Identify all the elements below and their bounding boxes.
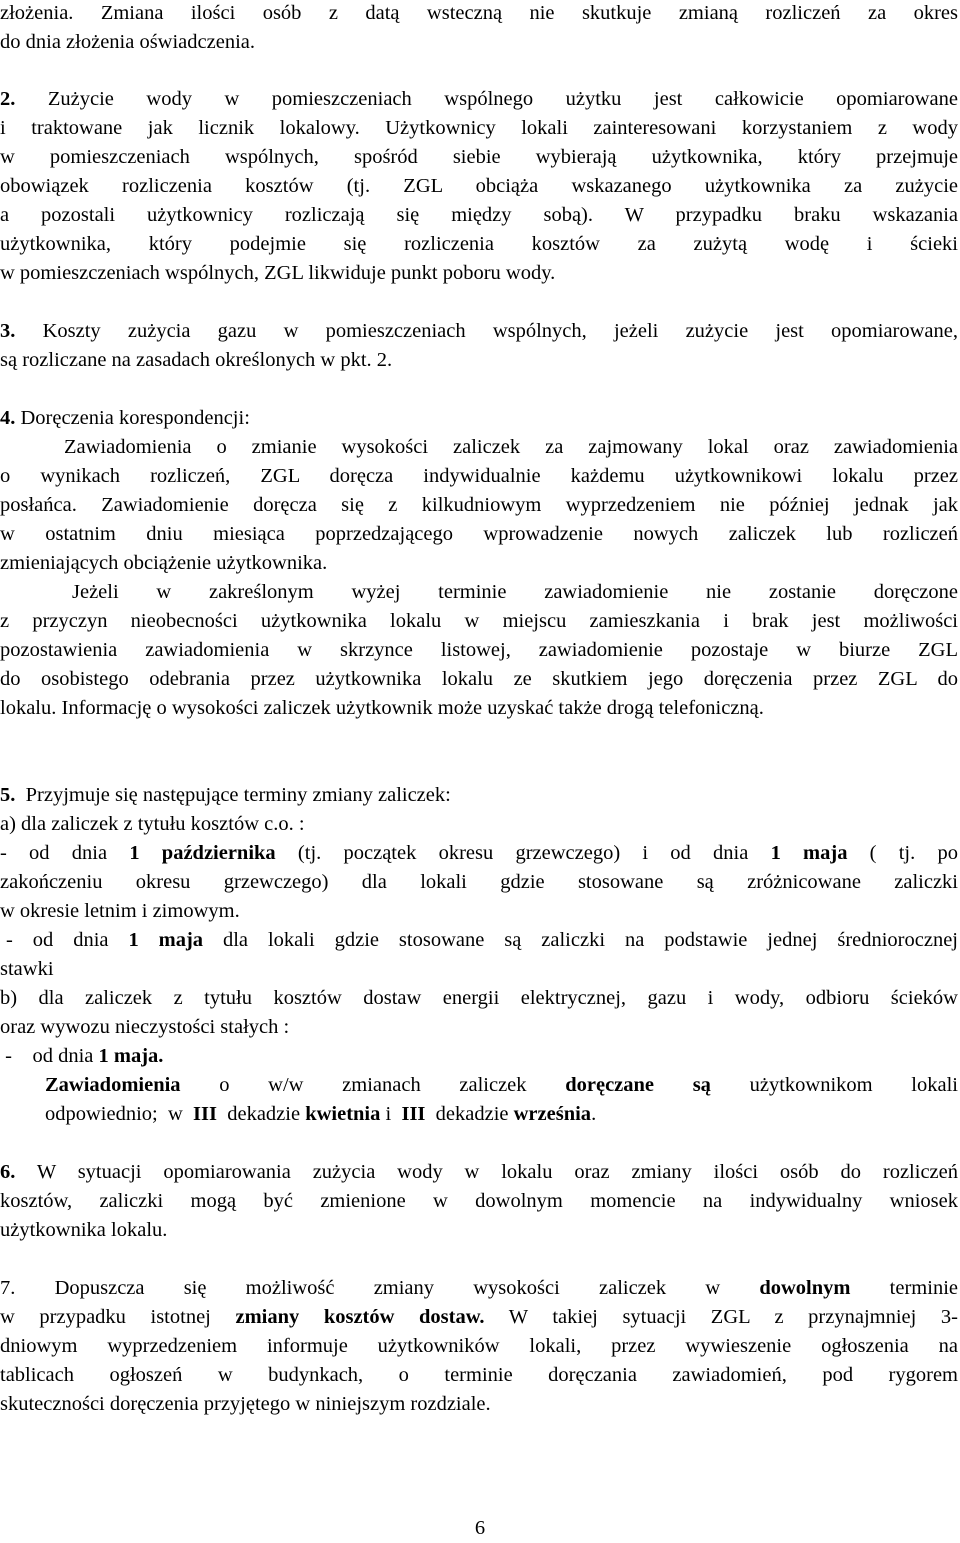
bold-text: III <box>401 1103 426 1125</box>
text-run: (tj. początek okresu grzewczego) i od dnia <box>275 842 771 864</box>
text-line <box>0 1015 958 1039</box>
text-run: terminie <box>850 1277 958 1299</box>
text-line <box>0 870 958 894</box>
text-run: Zużycie wody w pomieszczeniach wspólnego użytku jest całkowicie opomiarowane <box>15 88 958 110</box>
bold-text: zmiany kosztów dostaw. <box>235 1306 485 1328</box>
text-run: lokalu. Informację o wysokości zaliczek użytkownik może uzyskać także drogą telefoniczną. <box>0 697 764 719</box>
text-run: kosztów, zaliczki mogą być zmienione w dowolnym momencie na indywidualny wniosek <box>0 1190 958 1212</box>
text-run: 7. Dopuszcza się możliwość zmiany wysokości zaliczek w <box>0 1277 760 1299</box>
text-line <box>0 203 958 227</box>
text-run: zmieniających obciążenie użytkownika. <box>0 552 328 574</box>
text-line <box>0 116 958 140</box>
text-line <box>64 435 958 459</box>
text-line <box>0 1305 958 1329</box>
text-run: użytkownikom lokali <box>710 1074 958 1096</box>
bold-text: 6. <box>0 1161 16 1183</box>
text-line <box>0 319 958 343</box>
text-run: skuteczności doręczenia przyjętego w niniejszym rozdziale. <box>0 1393 491 1415</box>
text-line <box>0 1044 958 1068</box>
text-run: w pomieszczeniach wspólnych, ZGL likwiduje punkt poboru wody. <box>0 262 556 284</box>
text-run: W sytuacji opomiarowania zużycia wody w lokalu oraz zmiany ilości osób do rozliczeń <box>15 1161 958 1183</box>
bold-text: 5. <box>0 784 16 806</box>
text-run: w przypadku istotnej <box>0 1306 236 1328</box>
text-line <box>0 696 958 720</box>
bold-text: doręczane są <box>565 1074 711 1096</box>
bold-text: 2. <box>0 88 16 110</box>
bold-text: 4. <box>0 407 16 429</box>
text-line <box>0 348 958 372</box>
bold-text: kwietnia <box>305 1103 381 1125</box>
text-run: dekadzie <box>216 1103 306 1125</box>
text-run: dla lokali gdzie stosowane są zaliczki na podstawie jednej średniorocznej <box>203 929 959 951</box>
text-line <box>0 464 958 488</box>
bold-text: 1 października <box>129 842 276 864</box>
text-run: a pozostali użytkownicy rozliczają się między sobą). W przypadku braku wskazania <box>0 204 958 226</box>
text-run: Doręczenia korespondencji: <box>15 407 250 429</box>
text-line <box>0 174 958 198</box>
text-line <box>0 145 958 169</box>
text-line <box>0 899 958 923</box>
text-run: do osobistego odebrania przez użytkownika lokalu ze skutkiem jego doręczenia przez ZGL do <box>0 668 958 690</box>
text-line <box>0 551 958 575</box>
text-line <box>0 522 958 546</box>
text-line <box>72 580 958 604</box>
text-line <box>0 493 958 517</box>
text-run: użytkownika, który podejmie się rozliczenia kosztów za zużytą wodę i ścieki <box>0 233 958 255</box>
text-run: oraz wywozu nieczystości stałych : <box>0 1016 290 1038</box>
bold-text: III <box>193 1103 217 1125</box>
text-run: ( tj. po <box>847 842 958 864</box>
text-run: - od dnia <box>0 1045 99 1067</box>
text-run: stawki <box>0 958 54 980</box>
text-line <box>0 1160 958 1184</box>
text-run: odpowiednio; w <box>45 1103 194 1125</box>
text-run: są rozliczane na zasadach określonych w pkt. 2. <box>0 349 393 371</box>
bold-text: 1 maja <box>128 929 204 951</box>
bold-text: 1 maja. <box>98 1045 164 1067</box>
text-line <box>0 232 958 256</box>
bold-text: dowolnym <box>759 1277 851 1299</box>
text-line <box>0 406 958 430</box>
text-line <box>0 30 958 54</box>
text-line <box>0 1 958 25</box>
text-run: użytkownika lokalu. <box>0 1219 168 1241</box>
text-run: obowiązek rozliczenia kosztów (tj. ZGL obciąża wskazanego użytkownika za zużycie <box>0 175 958 197</box>
text-run: . <box>591 1103 597 1125</box>
text-run: do dnia złożenia oświadczenia. <box>0 31 255 53</box>
bold-text: 1 maja <box>770 842 848 864</box>
text-run: - od dnia <box>0 842 130 864</box>
text-run: z przyczyn nieobecności użytkownika lokalu w miejscu zamieszkania i brak jest możliwości <box>0 610 958 632</box>
text-run: zakończeniu okresu grzewczego) dla lokali gdzie stosowane są zróżnicowane zaliczki <box>0 871 958 893</box>
text-line <box>0 638 958 662</box>
text-run: a) dla zaliczek z tytułu kosztów c.o. : <box>0 813 305 835</box>
text-line <box>45 1073 958 1097</box>
text-run: dekadzie <box>425 1103 514 1125</box>
text-run: w ostatnim dniu miesiąca poprzedzającego wprowadzenie nowych zaliczek lub rozliczeń <box>0 523 958 545</box>
text-line <box>0 783 958 807</box>
bold-text: września <box>513 1103 592 1125</box>
text-run: Jeżeli w zakreślonym wyżej terminie zawiadomienie nie zostanie doręczone <box>72 581 958 603</box>
text-line <box>45 1102 958 1126</box>
text-line <box>0 1392 958 1416</box>
text-run: dniowym wyprzedzeniem informuje użytkowników lokali, przez wywieszenie ogłoszenia na <box>0 1335 958 1357</box>
text-run: i traktowane jak licznik lokalowy. Użytkownicy lokali zainteresowani korzystaniem z wody <box>0 117 958 139</box>
text-line <box>0 841 958 865</box>
text-run: złożenia. Zmiana ilości osób z datą wsteczną nie skutkuje zmianą rozliczeń za okres <box>0 2 958 24</box>
page-number: 6 <box>474 1517 486 1539</box>
text-line <box>0 1218 958 1242</box>
text-run: w okresie letnim i zimowym. <box>0 900 240 922</box>
text-line <box>0 986 958 1010</box>
text-run: - od dnia <box>6 929 129 951</box>
text-line <box>0 87 958 111</box>
text-run: tablicach ogłoszeń w budynkach, o terminie doręczania zawiadomień, pod rygorem <box>0 1364 958 1386</box>
text-run: Koszty zużycia gazu w pomieszczeniach wspólnych, jeżeli zużycie jest opomiarowane, <box>15 320 958 342</box>
text-line <box>6 928 958 952</box>
bold-text: 3. <box>0 320 16 342</box>
text-run: Zawiadomienia o zmianie wysokości zaliczek za zajmowany lokal oraz zawiadomienia <box>64 436 958 458</box>
text-run: posłańca. Zawiadomienie doręcza się z kilkudniowym wyprzedzeniem nie później jednak jak <box>0 494 958 516</box>
text-line <box>0 1334 958 1358</box>
text-line <box>0 261 958 285</box>
text-run: o wynikach rozliczeń, ZGL doręcza indywidualnie każdemu użytkownikowi lokalu przez <box>0 465 958 487</box>
text-run: pozostawienia zawiadomienia w skrzynce listowej, zawiadomienie pozostaje w biurze ZGL <box>0 639 958 661</box>
text-line <box>0 1189 958 1213</box>
text-run: i <box>380 1103 402 1125</box>
text-line <box>0 1276 958 1300</box>
text-run: b) dla zaliczek z tytułu kosztów dostaw energii elektrycznej, gazu i wody, odbioru ścieków <box>0 987 958 1009</box>
text-run: Przyjmuje się następujące terminy zmiany zaliczek: <box>15 784 451 806</box>
text-run: w pomieszczeniach wspólnych, spośród siebie wybierają użytkownika, który przejmuje <box>0 146 958 168</box>
text-line <box>0 957 958 981</box>
text-line <box>0 667 958 691</box>
text-line <box>0 609 958 633</box>
text-run: o w/w zmianach zaliczek <box>180 1074 566 1096</box>
text-line <box>0 812 958 836</box>
text-run: W takiej sytuacji ZGL z przynajmniej 3- <box>484 1306 958 1328</box>
text-line <box>0 1363 958 1387</box>
bold-text: Zawiadomienia <box>45 1074 181 1096</box>
